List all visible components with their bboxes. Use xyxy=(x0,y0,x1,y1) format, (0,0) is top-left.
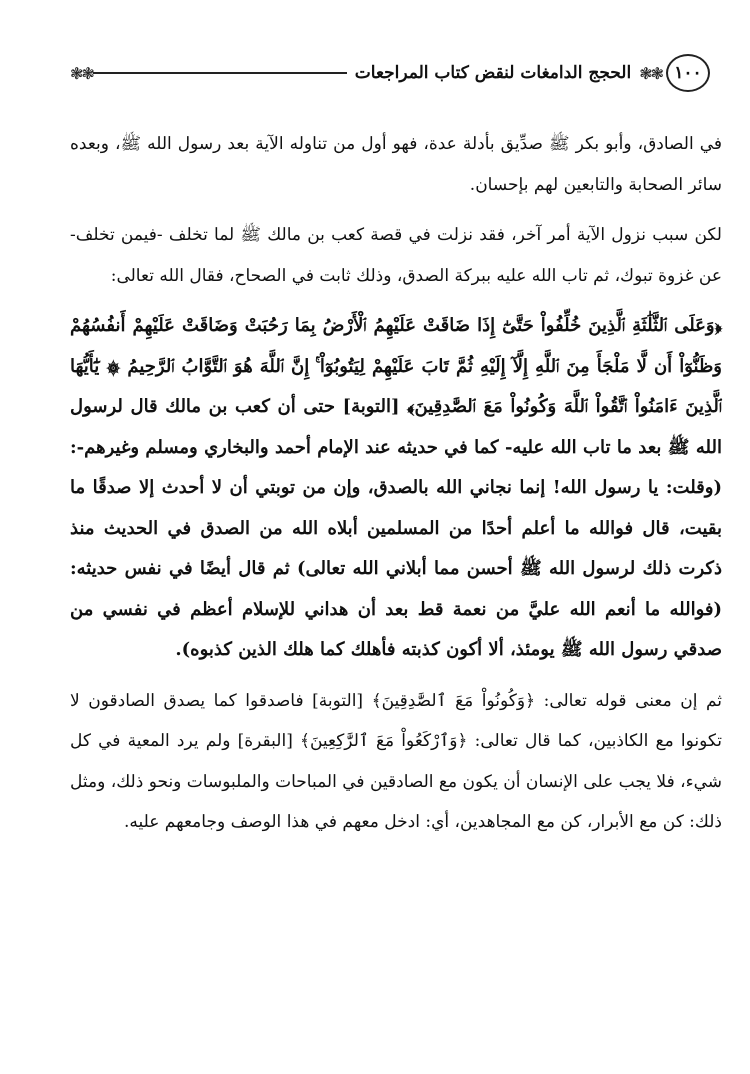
paragraph-1: في الصادق، وأبو بكر ﷺ صدِّيق بأدلة عدة، فهو أول من تناوله الآية بعد رسول الله ﷺ، وبعده سائر الصحابة والتابعين لهم بإحسان. xyxy=(70,134,722,195)
header-rule xyxy=(93,72,347,74)
paragraph-4: ثم إن معنى قوله تعالى: ﴿وَكُونُواْ مَعَ ٱلصَّٰدِقِينَ﴾ [التوبة] فاصدقوا كما يصدق الصادقون لا تكونوا مع الكاذبين، كما قال تعالى: ﴿وَٱرْكَعُواْ مَعَ ٱلرَّٰكِعِينَ﴾ [البقرة] ولم يرد المعية في كل شيء، فلا يجب على الإنسان أن يكون مع الصادقين في المباحات والملبوسات ونحو ذلك، ومثل ذلك: كن مع الأبرار، كن مع المجاهدين، أي: ادخل معهم في هذا الوصف وجامعهم عليه. xyxy=(70,690,722,832)
paragraph-2: لكن سبب نزول الآية أمر آخر، فقد نزلت في قصة كعب بن مالك ﷺ لما تخلف -فيمن تخلف- عن غزوة تبوك، ثم تاب الله عليه ببركة الصدق، وذلك ثابت في الصحاح، فقال الله تعالى: xyxy=(70,225,722,286)
ornament-left-icon: ❃❃ xyxy=(70,63,93,83)
page-body xyxy=(70,124,722,843)
running-title: الحجج الدامغات لنقض كتاب المراجعات xyxy=(354,63,632,83)
page-number: ١٠٠ xyxy=(674,63,702,83)
ornament-right-icon: ❃❃ xyxy=(639,63,662,83)
page-number-badge xyxy=(666,54,710,92)
page-header xyxy=(70,52,710,94)
paragraph-3: ﴿وَعَلَى ٱلثَّلَٰثَةِ ٱلَّذِينَ خُلِّفُواْ حَتَّىٰٓ إِذَا ضَاقَتْ عَلَيْهِمُ ٱلْأَرْضُ بِمَا رَحُبَتْ وَضَاقَتْ عَلَيْهِمْ أَنفُسُهُمْ وَظَنُّوٓاْ أَن لَّا مَلْجَأَ مِنَ ٱللَّهِ إِلَّآ إِلَيْهِ ثُمَّ تَابَ عَلَيْهِمْ لِيَتُوبُوٓاْ ۚ إِنَّ ٱللَّهَ هُوَ ٱلتَّوَّابُ ٱلرَّحِيمُ ۞ يَٰٓأَيُّهَا ٱلَّذِينَ ءَامَنُواْ ٱتَّقُواْ ٱللَّهَ وَكُونُواْ مَعَ ٱلصَّٰدِقِينَ﴾ [التوبة] حتى أن كعب بن مالك قال لرسول الله ﷺ بعد ما تاب الله عليه- كما في حديثه عند الإمام أحمد والبخاري ومسلم وغيرهم-: (وقلت: يا رسول الله! إنما نجاني الله بالصدق، وإن من توبتي أن لا أحدث إلا صدقًا ما بقيت، قال فوالله ما أعلم أحدًا من المسلمين أبلاه الله من الصدق في الحديث منذ ذكرت ذلك لرسول الله ﷺ أحسن مما أبلاني الله تعالى) ثم قال أيضًا في نفس حديثه: (فوالله ما أنعم الله عليَّ من نعمة قط بعد أن هداني للإسلام أعظم في نفسي من صدقي رسول الله ﷺ يومئذ، ألا أكون كذبته فأهلك كما هلك الذين كذبوه). xyxy=(70,315,722,660)
